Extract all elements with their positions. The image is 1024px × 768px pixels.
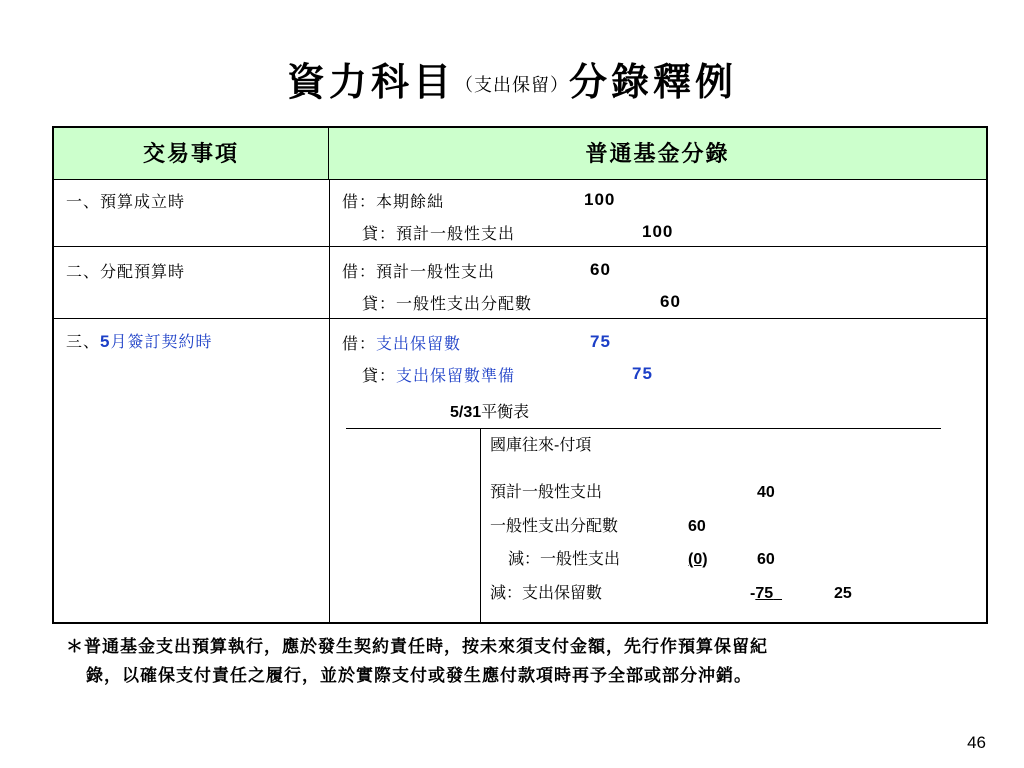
balance-line-2-label: 一般性支出分配數 (490, 518, 619, 535)
balance-line-3-label: 減：一般性支出 (508, 551, 621, 568)
row1-debit-amount: 100 (584, 190, 616, 209)
row2-credit-label: 貸： (362, 294, 397, 313)
balance-date: 5/31 (450, 404, 482, 421)
balance-line-3-col3-value: 60 (757, 551, 775, 568)
row2-debit (342, 262, 495, 282)
row3-debit-amount: 75 (590, 332, 611, 351)
title-main-a: 資力科目 (286, 59, 455, 104)
row2-credit-account: 一般性支出分配數 (396, 294, 533, 313)
balance-line-2-col1: 60 (688, 518, 706, 535)
row3-debit (342, 334, 461, 354)
row3-debit-account: 支出保留數 (376, 334, 462, 353)
row3-event-num: 5 (100, 332, 111, 351)
balance-line-1-col3: 40 (757, 484, 775, 501)
journal-table (52, 126, 988, 624)
header-entries: 普通基金分錄 (329, 128, 986, 180)
balance-line-1-label: 預計一般性支出 (490, 484, 603, 501)
balance-line-4-col3 (834, 584, 852, 604)
row1-credit-amount: 100 (642, 222, 674, 241)
title-main-b: 分錄釋例 (569, 59, 738, 104)
row1-credit-account: 預計一般性支出 (396, 224, 516, 243)
row-divider-1 (54, 246, 986, 247)
row2-debit-label: 借： (342, 262, 377, 281)
row3-event (66, 332, 213, 352)
row1-credit-label: 貸： (362, 224, 397, 243)
row1-debit-label: 借： (342, 192, 377, 211)
footnote (66, 633, 966, 691)
row2-event: 二、分配預算時 (66, 262, 186, 281)
row3-credit (362, 366, 515, 386)
balance-center-rule (480, 428, 481, 622)
row3-credit-account: 支出保留數準備 (396, 366, 516, 385)
balance-line-1-amount (757, 483, 775, 503)
row1-event: 一、預算成立時 (66, 192, 186, 211)
balance-line-3-col3 (757, 550, 775, 570)
row2-credit (362, 294, 532, 314)
row1-credit (362, 224, 515, 244)
balance-line-3-col2 (688, 550, 708, 570)
balance-line-4-col2 (750, 584, 782, 604)
row3-event-prefix: 三、 (66, 332, 101, 351)
row2-debit-amount: 60 (590, 260, 611, 279)
balance-line-4-col3-value: 25 (834, 585, 852, 602)
balance-line-4-label: 減：支出保留數 (490, 585, 603, 602)
balance-line-4-col2-prefix: - (750, 585, 756, 602)
balance-title (450, 403, 529, 423)
footnote-line-2: 錄，以確保支付責任之履行，並於實際支付或發生應付款項時再予全部或部分沖銷。 (86, 666, 752, 686)
row1-debit-account: 本期餘絀 (376, 192, 445, 211)
balance-line-3-col2-value: (0) (688, 551, 708, 568)
row2-credit-amount: 60 (660, 292, 681, 311)
row3-credit-label: 貸： (362, 366, 397, 385)
balance-title-text: 平衡表 (481, 404, 530, 421)
balance-top-rule (346, 428, 941, 429)
row3-debit-label: 借： (342, 334, 377, 353)
row2-debit-account: 預計一般性支出 (376, 262, 496, 281)
title-paren: （支出保留） (455, 75, 569, 96)
page-title (0, 58, 1024, 110)
row3-event-rest: 月簽訂契約時 (110, 332, 213, 351)
row1-debit (342, 192, 444, 212)
footnote-line-1: ＊普通基金支出預算執行，應於發生契約責任時，按未來須支付金額，先行作預算保留紀 (66, 637, 768, 657)
row-divider-2 (54, 318, 986, 319)
page-number: 46 (967, 733, 986, 752)
header-transaction: 交易事項 (54, 128, 329, 180)
balance-line-4-col2-value: 75 (755, 585, 774, 602)
balance-left-line: 國庫往來-付項 (490, 437, 592, 454)
row3-credit-amount: 75 (632, 364, 653, 383)
balance-line-2-amount (688, 517, 706, 537)
